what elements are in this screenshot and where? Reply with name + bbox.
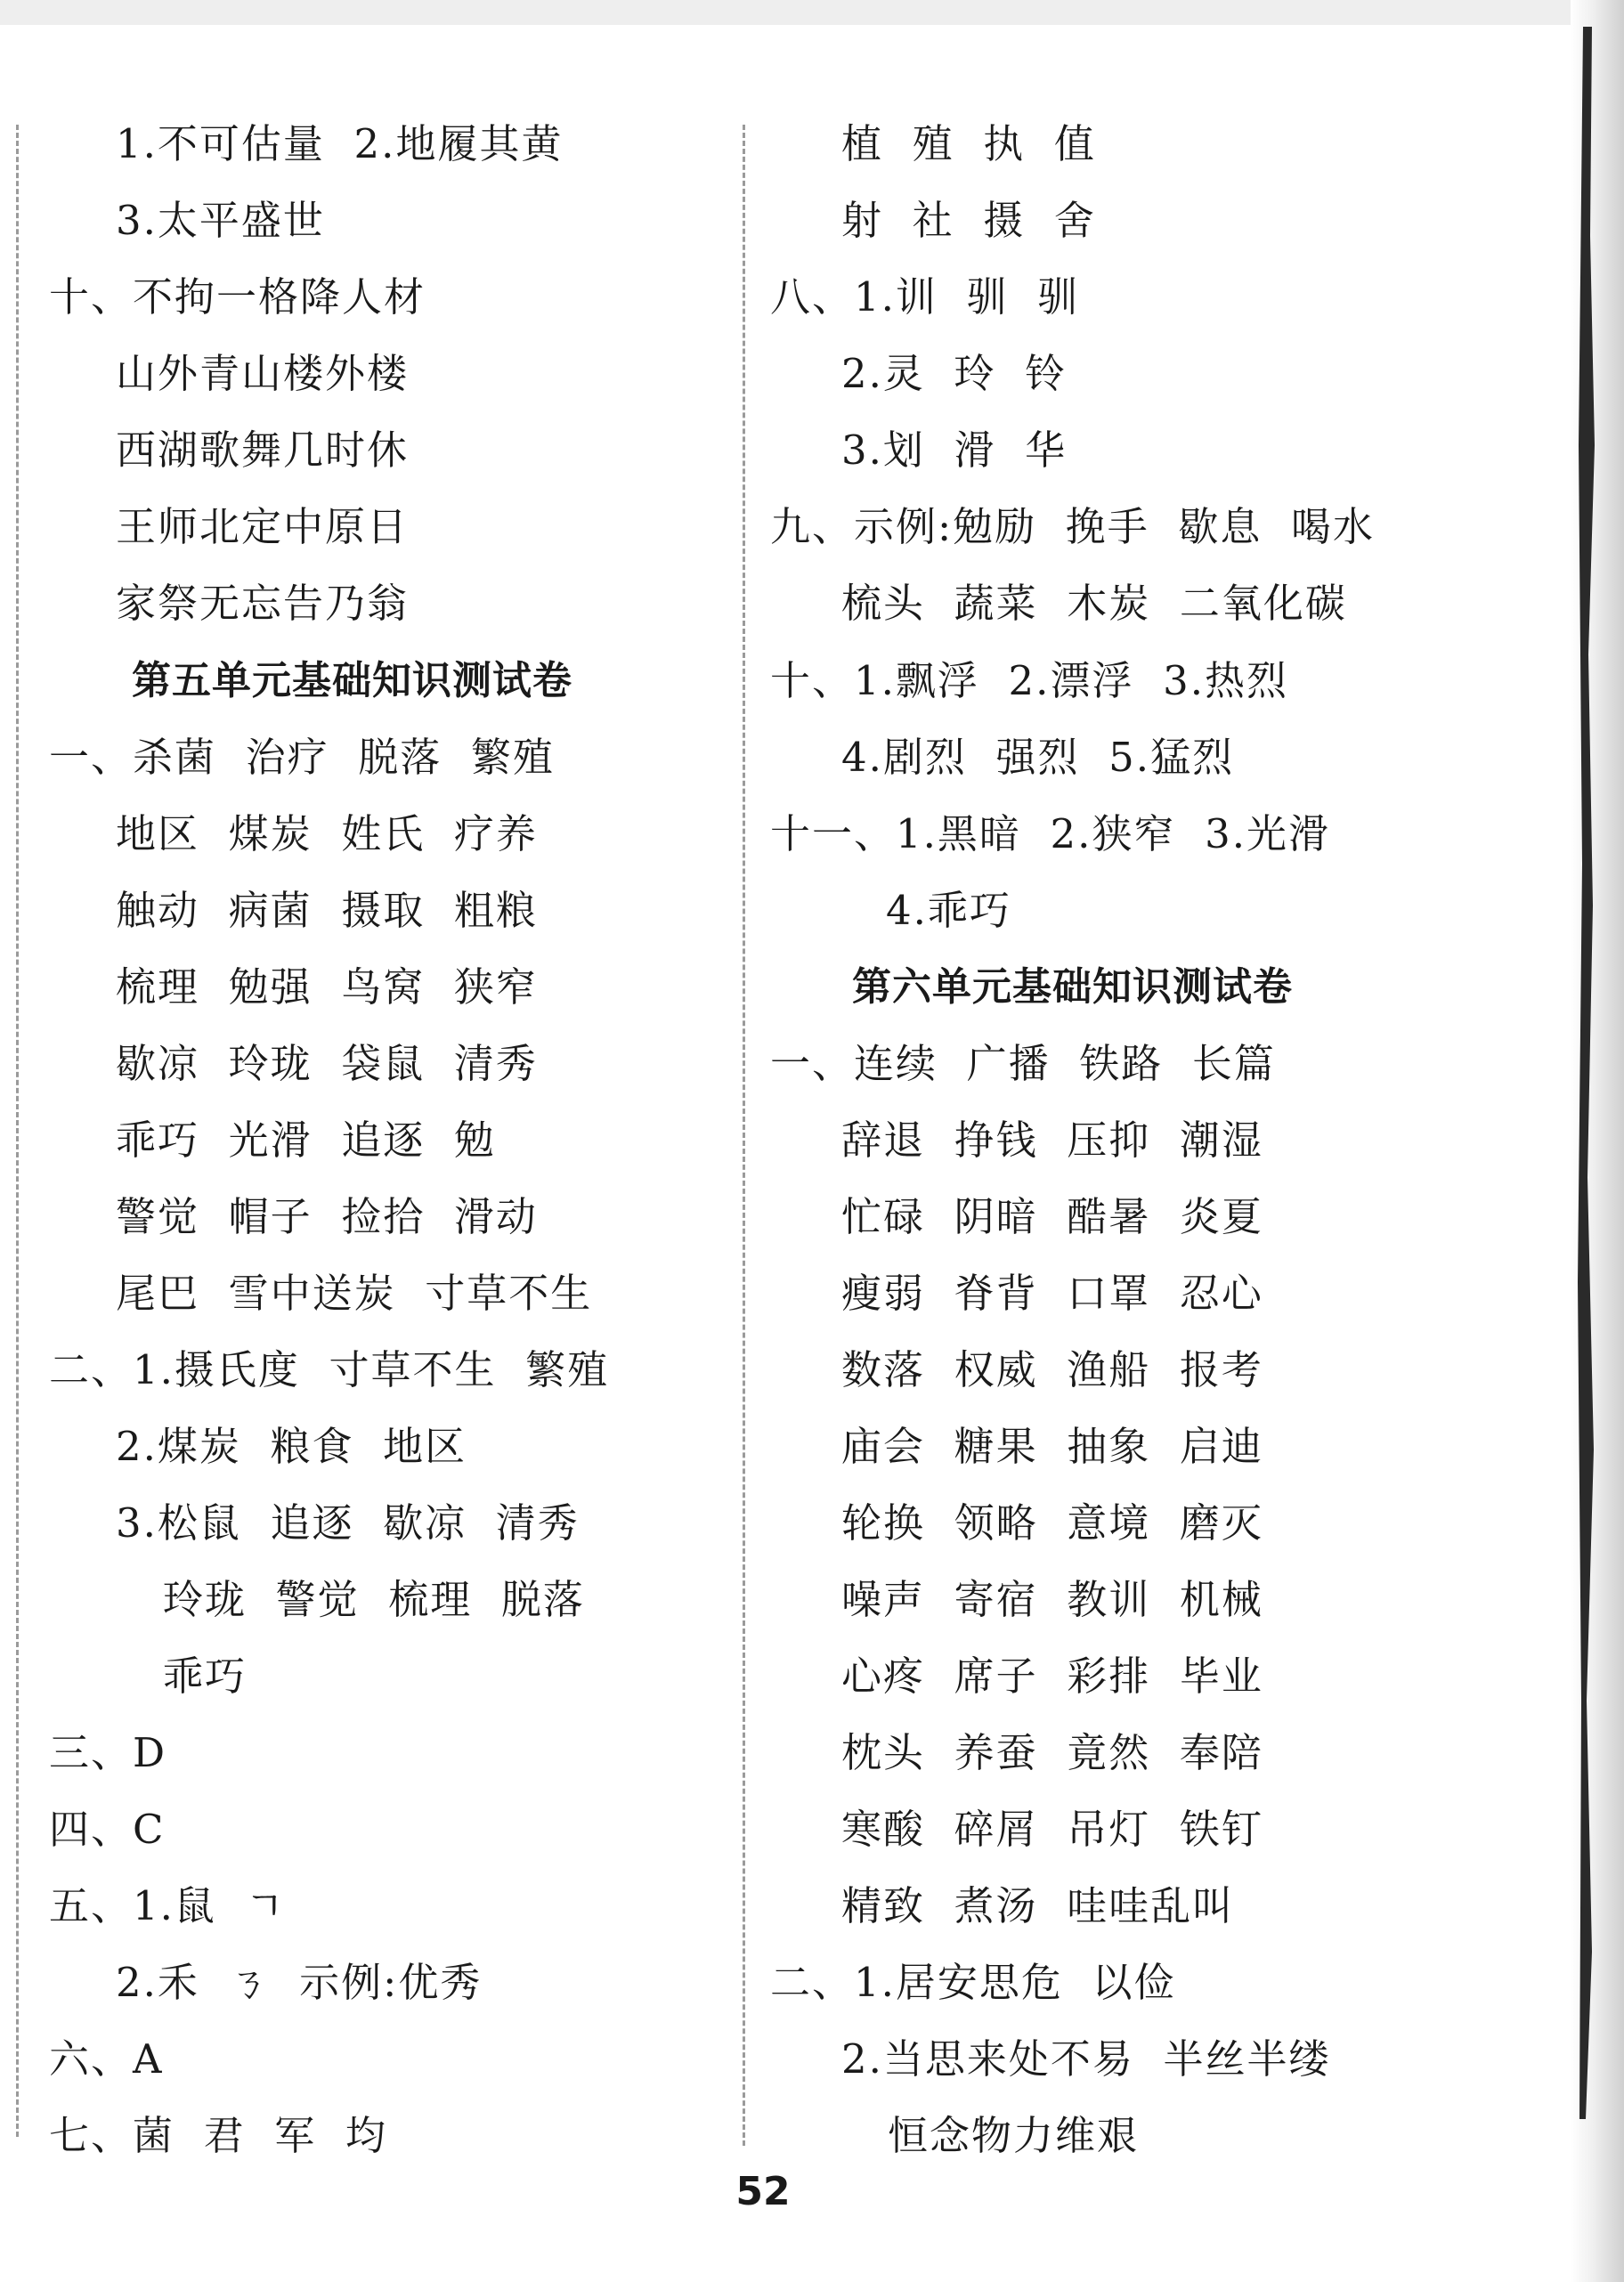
section-heading: 第五单元基础知识测试卷 [132,658,572,703]
answer-line: 歇凉 玲珑 袋鼠 清秀 [116,1040,538,1087]
left-margin-dashed-line [16,125,19,2137]
answer-line: 4.乖巧 [886,887,1011,934]
answer-line: 一、杀菌 治疗 脱落 繁殖 [49,734,555,781]
answer-line: 乖巧 [163,1653,248,1700]
answer-line: 数落 权威 渔船 报考 [841,1346,1263,1393]
answer-line: 3.松鼠 追逐 歇凉 清秀 [116,1499,580,1547]
answer-line: 射 社 摄 舍 [841,197,1096,244]
answer-line: 五、1.鼠 ㄱ [49,1882,287,1929]
answer-line: 2.当思来处不易 半丝半缕 [841,2035,1331,2083]
answer-line: 王师北定中原日 [116,503,410,550]
answer-line: 精致 煮汤 哇哇乱叫 [841,1882,1235,1929]
answer-line: 三、D [49,1729,167,1776]
answer-line: 恒念物力维艰 [888,2112,1140,2159]
answer-line: 寒酸 碎屑 吊灯 铁钉 [841,1806,1263,1853]
answer-line: 梳理 勉强 鸟窝 狭窄 [116,963,538,1011]
answer-line: 4.剧烈 强烈 5.猛烈 [841,734,1235,781]
answer-line: 噪声 寄宿 教训 机械 [841,1576,1263,1623]
answer-line: 六、A [49,2035,164,2083]
answer-line: 轮换 领略 意境 磨灭 [841,1499,1263,1547]
answer-line: 忙碌 阴暗 酷暑 炎夏 [841,1193,1263,1240]
binding-edge-shadow [1571,0,1624,2282]
answer-line: 十、不拘一格降人材 [49,273,426,321]
answer-line: 西湖歌舞几时休 [116,426,410,474]
page-number: 52 [735,2169,791,2214]
answer-line: 2.禾 ㄋ 示例:优秀 [116,1959,483,2006]
answer-line: 枕头 养蚕 竟然 奉陪 [841,1729,1263,1776]
answer-line: 八、1.训 驯 驯 [770,273,1080,321]
scan-top-border [0,0,1624,25]
section-heading: 第六单元基础知识测试卷 [852,964,1293,1010]
answer-line: 地区 煤炭 姓氏 疗养 [116,810,538,857]
answer-line: 触动 病菌 摄取 粗粮 [116,887,538,934]
answer-line: 十、1.飘浮 2.漂浮 3.热烈 [770,657,1289,704]
answer-line: 1.不可估量 2.地履其黄 [116,120,564,167]
answer-line: 警觉 帽子 捡拾 滑动 [116,1193,538,1240]
answer-line: 四、C [49,1806,166,1853]
answer-line: 辞退 挣钱 压抑 潮湿 [841,1117,1263,1164]
answer-line: 二、1.摄氏度 寸草不生 繁殖 [49,1346,610,1393]
answer-line: 十一、1.黑暗 2.狭窄 3.光滑 [770,810,1331,857]
answer-line: 一、连续 广播 铁路 长篇 [770,1040,1276,1087]
answer-line: 家祭无忘告乃翁 [116,580,410,627]
answer-line: 心疼 席子 彩排 毕业 [841,1653,1263,1700]
answer-line: 梳头 蔬菜 木炭 二氧化碳 [841,580,1347,627]
answer-line: 植 殖 执 值 [841,120,1096,167]
answer-line: 山外青山楼外楼 [116,350,410,397]
answer-line: 尾巴 雪中送炭 寸草不生 [116,1270,593,1317]
answer-line: 玲珑 警觉 梳理 脱落 [163,1576,585,1623]
answer-line: 3.太平盛世 [116,197,325,244]
answer-line: 九、示例:勉励 挽手 歇息 喝水 [770,503,1375,550]
answer-line: 2.灵 玲 铃 [841,350,1068,397]
answer-line: 瘦弱 脊背 口罩 忍心 [841,1270,1263,1317]
answer-line: 七、菌 君 军 均 [49,2112,387,2159]
answer-line: 2.煤炭 粮食 地区 [116,1423,467,1470]
column-divider-dashed-line [743,125,745,2146]
answer-line: 乖巧 光滑 追逐 勉 [116,1117,496,1164]
answer-line: 庙会 糖果 抽象 启迪 [841,1423,1263,1470]
answer-line: 3.划 滑 华 [841,426,1068,474]
answer-line: 二、1.居安思危 以俭 [770,1959,1176,2006]
